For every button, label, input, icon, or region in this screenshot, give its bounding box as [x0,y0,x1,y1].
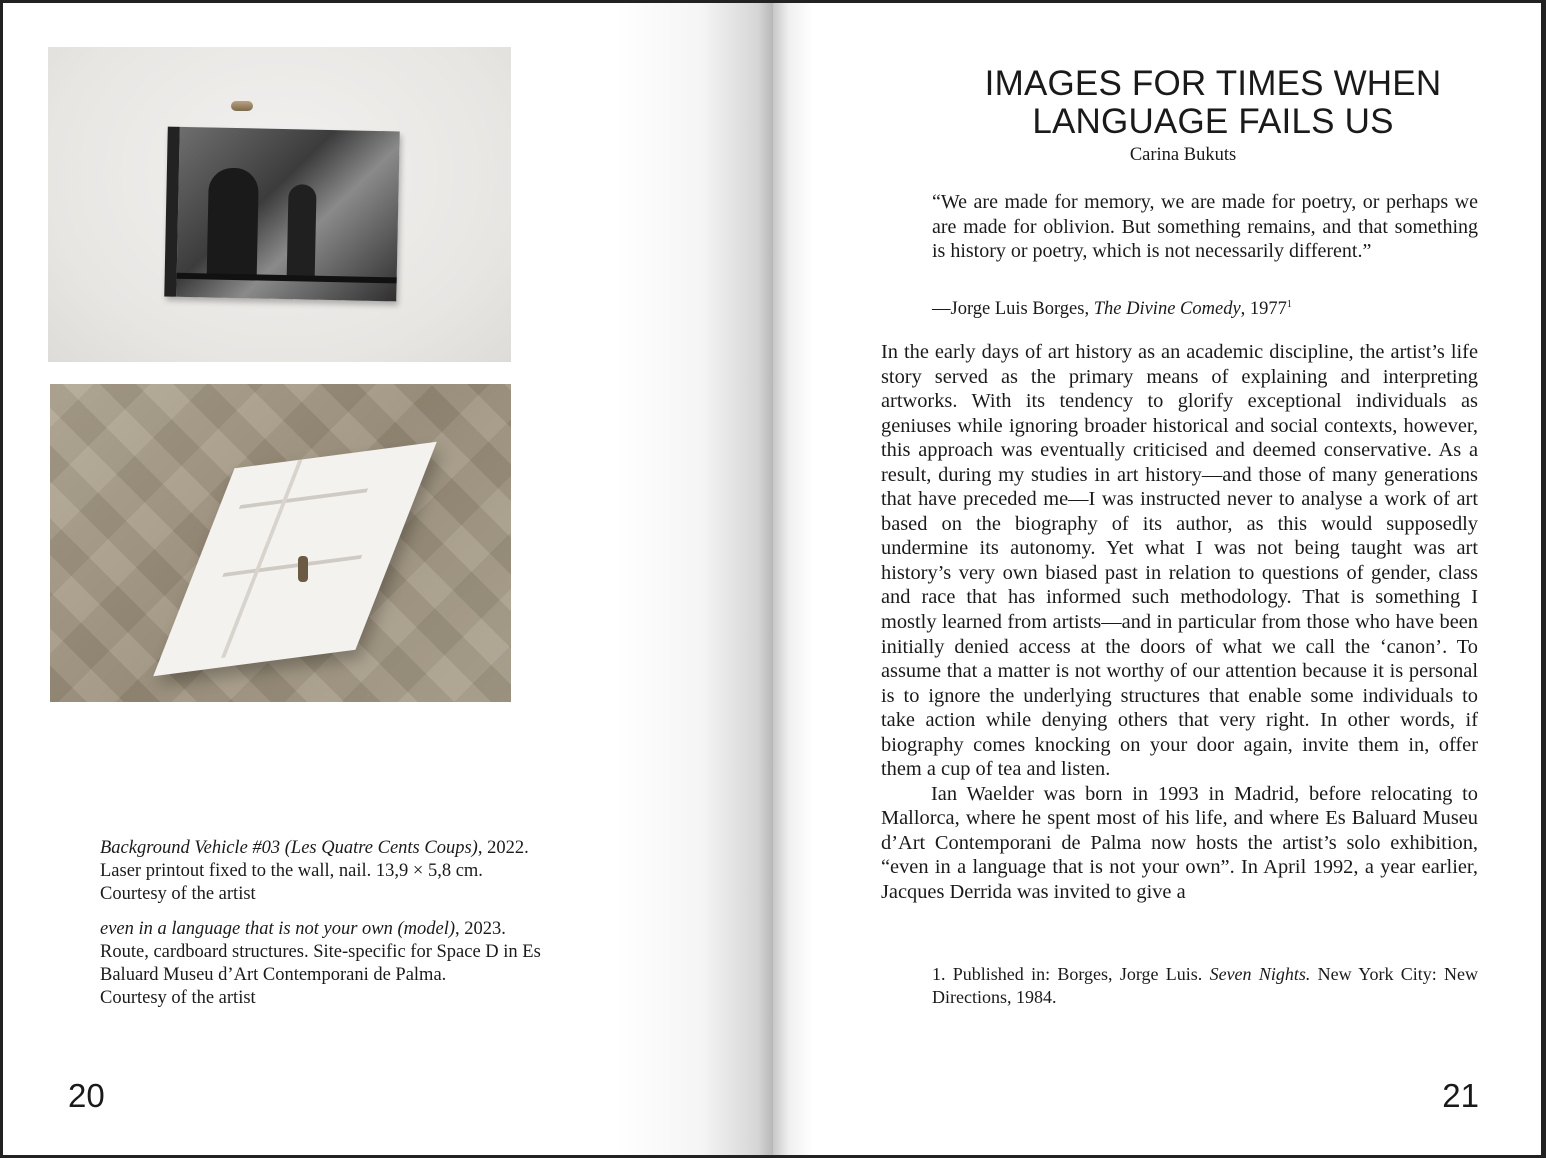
caption-details: Laser printout fixed to the wall, nail. 13,9 × 5,8 cm. [100,861,483,881]
epigraph-source [932,293,1478,321]
model-wall [222,555,362,577]
title-line-1: IMAGES FOR TIMES WHEN [984,64,1442,103]
epigraph-quote: “We are made for memory, we are made for poetry, or perhaps we are made for oblivion. But something remains, and that something is history or poetry, which is not necessarily different.” [932,191,1478,262]
author-name: Carina Bukuts [1129,145,1237,165]
gutter-shadow [773,3,813,1155]
essay-title [933,65,1493,141]
image-captions [100,837,570,1022]
essay-body [881,340,1478,905]
caption-year: , 2022. [477,838,529,858]
caption-title: even in a language that is not your own (model) [100,919,456,939]
caption-2 [100,918,570,1010]
caption-title: Background Vehicle #03 (Les Quatre Cents Coups) [100,838,478,858]
figure-standing [287,184,317,280]
book-spread [3,3,1541,1155]
paragraph-2: Ian Waelder was born in 1993 in Madrid, before relocating to Mallorca, where he spent most of his life, and where Es Baluard Museu d’Art Contemporani de Palma now hosts the artist’s solo exhibition, “even in a language that is not your own”. In April 1992, a year earlier, Jacques Derrida was invited to give a [881,782,1478,904]
footnote-marker: 1 [1286,299,1292,310]
model-wall [239,488,368,509]
nail [231,101,253,111]
caption-year: , 2023. [455,919,506,939]
footnote-1 [932,963,1478,1009]
right-page [773,3,1541,1155]
caption-1 [100,837,570,906]
footnote-text: 1. Published in: Borges, Jorge Luis. [932,964,1210,984]
page-number-left: 20 [68,1077,105,1114]
source-work: The Divine Comedy [1093,299,1241,320]
paragraph-1: In the early days of art history as an academic discipline, the artist’s life story served as the primary means of explaining and interpreting artworks. With its tendency to glorify exceptional individuals as geniuses while ignoring broader historical and social contexts, however, this approach was eventually criticised and deemed conservative. As a result, during my studies in art history—and those of many generations that have preceded me—I was instructed never to analyse a work of art based on the biography of its author, as this would supposedly undermine its autonomy. Yet what I was not being taught was art history’s very own biased past in relation to questions of gender, class and race that has informed such methodology. That is something I mostly learned from artists—and in particular from those who have been initially denied access at the doors of what we call the ‘canon’. To assume that a matter is not worthy of our attention because it is personal is to ignore the underlying structures that enable some individuals to take action while denying others that very right. In other words, if biography comes knocking on your door again, invite them in, offer them a cup of tea and listen. [881,341,1478,781]
page-number-right: 21 [1442,1077,1479,1114]
title-line-2: LANGUAGE FAILS US [1032,102,1394,141]
footnote-publisher: New York City: New Directions, 1984. [932,964,1479,1007]
caption-credit: Courtesy of the artist [100,988,256,1008]
model-wall [221,459,303,658]
source-year: , 1977 [1240,299,1287,320]
photo-printout-on-wall [48,47,511,362]
left-page [3,3,773,1155]
printout [164,127,400,302]
gutter-shadow [613,3,773,1155]
footnote-work: Seven Nights. [1209,964,1311,984]
caption-credit: Courtesy of the artist [100,884,256,904]
source-author: —Jorge Luis Borges, [932,299,1094,320]
model-figurine [298,556,308,582]
figure-embracing [207,167,259,278]
railing [177,273,397,284]
model-box [153,442,437,676]
caption-details: Route, cardboard structures. Site-specific for Space D in Es Baluard Museu d’Art Contemporani de Palma. [100,942,541,985]
photo-cardboard-model [50,384,511,702]
